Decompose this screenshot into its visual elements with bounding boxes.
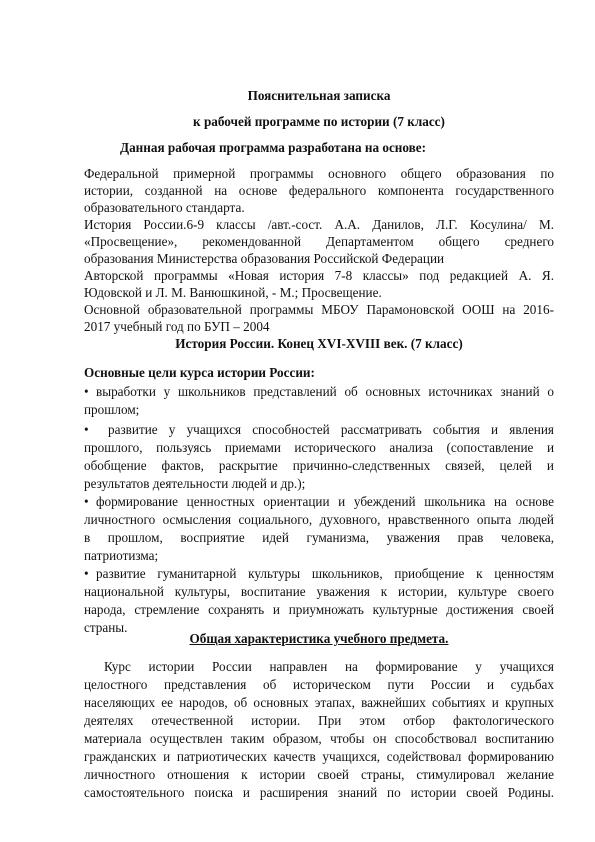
- characteristics-line: целостного представления об историческом пути России и судьбах: [84, 677, 554, 692]
- goal-line: национальной культуры, воспитание уважения к истории, культуре своего: [84, 584, 554, 599]
- goal-line: народа, стремление сохранять и приумножать культурные достижения своей: [84, 602, 554, 617]
- basis-line: Федеральной примерной программы основного общего образования по: [84, 166, 554, 181]
- goal-line: результатов деятельности людей и др.);: [84, 476, 306, 491]
- bullet-icon: •: [84, 384, 89, 399]
- goal-line: • формирование ценностных ориентации и убеждений школьника на основе: [84, 494, 554, 509]
- characteristics-line: Курс истории России направлен на формирование у учащихся: [104, 659, 554, 674]
- goal-line: личностного осмысления социального, духовного, нравственного опыта людей: [84, 512, 554, 527]
- goal-line: прошлом;: [84, 402, 140, 417]
- basis-heading: Данная рабочая программа разработана на основе:: [120, 140, 427, 155]
- characteristics-line: личностного отношения к истории своей страны, стимулировал желание: [84, 767, 554, 782]
- goal-line: • развитие гуманитарной культуры школьников, приобщение к ценностям: [84, 566, 554, 581]
- goal-line: прошлого, пользуясь приемами исторического анализа (сопоставление и: [84, 440, 554, 455]
- characteristics-line: материала осуществлен таким образом, чтобы он способствовал воспитанию: [84, 731, 554, 746]
- goal-line: в прошлом, восприятие идей гуманизма, уважения прав человека,: [84, 530, 554, 545]
- goals-heading: Основные цели курса истории России:: [84, 365, 315, 380]
- bullet-icon: •: [84, 566, 89, 581]
- basis-line: образовательного стандарта.: [84, 200, 245, 215]
- document-title: Пояснительная записка: [247, 88, 391, 103]
- basis-line: 2017 учебный год по БУП – 2004: [84, 319, 270, 334]
- basis-line: «Просвещение», рекомендованной Департаментом общего среднего: [84, 234, 554, 249]
- basis-line: Основной образовательной программы МБОУ Парамоновской ООШ на 2016-: [84, 302, 554, 317]
- characteristics-line: гражданских и патриотических качеств учащихся, содействовал формированию: [84, 749, 554, 764]
- characteristics-line: населяющих ее народов, об основных этапах, важнейших событиях и крупных: [84, 695, 554, 710]
- characteristics-heading: Общая характеристика учебного предмета.: [189, 631, 449, 646]
- characteristics-line: деятелях отечественной истории. При этом отбор фактологического: [84, 713, 554, 728]
- course-title: История России. Конец XVI-XVIII век. (7 класс): [175, 336, 463, 351]
- goal-line: • развитие у учащихся способностей рассматривать события и явления: [84, 422, 554, 437]
- basis-line: истории, созданной на основе федерального компонента государственного: [84, 183, 554, 198]
- basis-line: Авторской программы «Новая история 7-8 классы» под редакцией А. Я.: [84, 268, 554, 283]
- document-subtitle: к рабочей программе по истории (7 класс): [193, 114, 445, 129]
- characteristics-line: самостоятельного поиска и расширения знаний по истории своей Родины.: [84, 785, 554, 800]
- goal-line: обобщение фактов, раскрытие причинно-следственных связей, целей и: [84, 458, 554, 473]
- basis-line: образования Министерства образования Российской Федерации: [84, 251, 445, 266]
- bullet-icon: •: [84, 422, 89, 437]
- goal-line: патриотизма;: [84, 548, 159, 563]
- goal-line: • выработки у школьников представлений об основных источниках знаний о: [84, 384, 554, 399]
- bullet-icon: •: [84, 494, 89, 509]
- basis-line: Юдовской и Л. М. Ванюшкиной, - М.; Просвещение.: [84, 285, 382, 300]
- basis-line: История России.6-9 классы /авт.-сост. А.А. Данилов, Л.Г. Косулина/ М.: [84, 217, 554, 232]
- goal-line: страны.: [84, 620, 128, 635]
